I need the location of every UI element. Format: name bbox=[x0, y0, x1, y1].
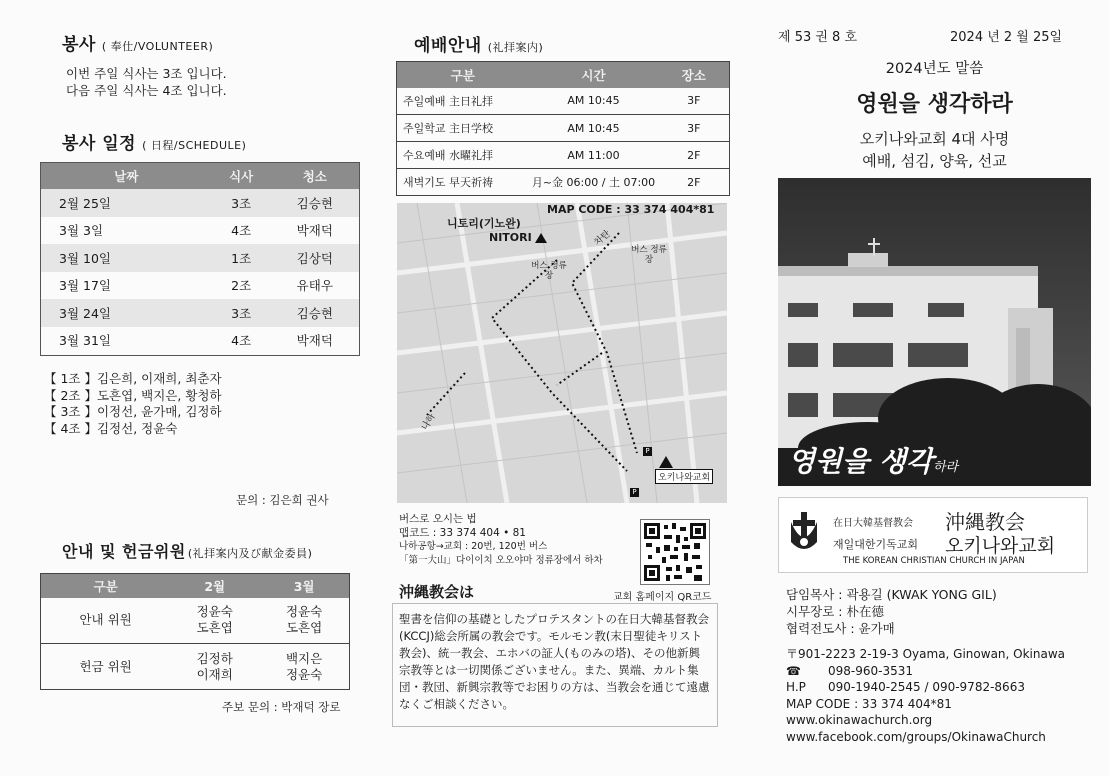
schedule-cell-meal: 1조 bbox=[212, 244, 271, 272]
worship-table-box bbox=[396, 61, 730, 196]
worship-header-type: 구분 bbox=[397, 62, 529, 88]
usher-name: 이재희 bbox=[196, 666, 233, 682]
table-row bbox=[41, 299, 359, 327]
bulletin-contact: 주보 문의 : 박재덕 장로 bbox=[222, 700, 341, 714]
group-list bbox=[44, 371, 222, 437]
map-nitori-ko-label: 니토리(기노완) bbox=[447, 217, 521, 230]
about-text: 聖書を信仰の基礎としたプロテスタントの在日大韓基督教会(KCCJ)総会所属の教会です。モルモン教(末日聖徒キリスト教会)、統一教会、エホバの証人(ものみの塔)、その他新興宗教等とは一切関係ございません。また、異端、カルト集団・教団、新興宗教等でお困りの方は、当教会を通じて遠慮なくご相談ください。 bbox=[399, 612, 710, 711]
logo-name-en: THE KOREAN CHRISTIAN CHURCH IN JAPAN bbox=[843, 556, 1025, 566]
address-tel[interactable]: 098-960-3531 bbox=[828, 663, 914, 678]
table-row bbox=[41, 598, 350, 644]
usher-title: 안내 및 헌금위원 bbox=[62, 542, 186, 561]
bus-route: 나하공항→교회 : 20번, 120번 버스 bbox=[399, 541, 548, 552]
usher-header-feb: 2월 bbox=[170, 574, 259, 598]
map-nitori-en-label: NITORI bbox=[489, 231, 532, 244]
list-item: 【 4조 】김정선, 정윤숙 bbox=[44, 420, 178, 436]
usher-subtitle: (礼拝案内及び献金委員) bbox=[187, 547, 313, 560]
photo-caption-small: 하라 bbox=[933, 460, 959, 475]
schedule-cell-date: 3월 10일 bbox=[41, 244, 212, 272]
usher-cell-feb bbox=[170, 598, 259, 644]
schedule-subtitle: ( 日程/SCHEDULE) bbox=[142, 139, 247, 152]
map-bus-stop-label-a: 버스 정류장 bbox=[531, 261, 567, 281]
theme-title: 영원을 생각하라 bbox=[856, 92, 1013, 117]
list-item: 【 2조 】도흔엽, 백지은, 황청하 bbox=[44, 387, 222, 403]
worship-cell-time: AM 10:45 bbox=[529, 88, 659, 115]
about-title: 沖縄教会は bbox=[399, 583, 475, 601]
church-photo bbox=[778, 178, 1091, 486]
schedule-cell-date: 2월 25일 bbox=[41, 189, 212, 217]
staff-evangelist: 협력전도사 : 윤가매 bbox=[786, 621, 895, 636]
issue-number: 제 53 권 8 호 bbox=[778, 30, 858, 45]
volunteer-line-this-week: 이번 주일 식사는 3조 입니다. bbox=[66, 66, 227, 81]
worship-cell-name: 새벽기도 早天祈祷 bbox=[403, 176, 493, 189]
bus-stop: 「第一大山」다이이치 오오야마 정류장에서 하차 bbox=[399, 555, 603, 566]
worship-cell-time: AM 11:00 bbox=[529, 142, 659, 169]
issue-date: 2024 년 2 월 25일 bbox=[950, 30, 1063, 45]
usher-name: 도흔엽 bbox=[196, 620, 233, 636]
logo-kccj-jp: 在日大韓基督教会 bbox=[833, 518, 913, 529]
staff-elder: 시무장로 : 朴在德 bbox=[786, 604, 884, 619]
schedule-heading bbox=[62, 129, 246, 154]
worship-cell-place: 2F bbox=[687, 175, 701, 189]
worship-subtitle: (礼拝案内) bbox=[487, 41, 544, 54]
usher-cell-feb bbox=[170, 644, 259, 690]
address-tel-line bbox=[786, 663, 1065, 680]
worship-header-place: 장소 bbox=[659, 62, 730, 88]
table-row bbox=[397, 115, 730, 142]
staff-list bbox=[786, 586, 997, 637]
worship-header-time: 시간 bbox=[529, 62, 659, 88]
usher-header-row bbox=[41, 574, 350, 598]
photo-caption bbox=[788, 440, 958, 480]
qr-code-icon[interactable] bbox=[640, 519, 710, 585]
worship-title: 예배안내 bbox=[414, 36, 482, 56]
logo-kccj-ko: 재일대한기독교회 bbox=[833, 538, 919, 551]
usher-cell-label: 헌금 위원 bbox=[79, 658, 132, 674]
table-row bbox=[41, 327, 359, 355]
website-link[interactable]: www.okinawachurch.org bbox=[786, 713, 933, 727]
phone-icon: ☎ bbox=[786, 663, 801, 678]
schedule-cell-cleaning: 김승현 bbox=[271, 299, 359, 327]
nitori-marker-icon bbox=[535, 233, 547, 243]
directions-map bbox=[397, 203, 727, 503]
worship-cell-place: 3F bbox=[659, 88, 730, 115]
schedule-cell-meal: 4조 bbox=[231, 333, 252, 349]
table-row bbox=[41, 217, 359, 245]
logo-name-jp: 沖縄教会 bbox=[945, 510, 1025, 534]
staff-pastor: 담임목사 : 곽용길 (KWAK YONG GIL) bbox=[786, 587, 997, 602]
list-item: 【 3조 】이정선, 윤가매, 김정하 bbox=[44, 404, 222, 419]
schedule-table-box bbox=[40, 162, 360, 356]
schedule-cell-cleaning: 유태우 bbox=[296, 278, 333, 294]
map-naha-label: 나하 bbox=[420, 412, 438, 433]
schedule-header-meal: 식사 bbox=[212, 163, 271, 189]
schedule-cell-date: 3월 24일 bbox=[41, 299, 212, 327]
schedule-header-cleaning: 청소 bbox=[271, 163, 359, 189]
schedule-header-date: 날짜 bbox=[41, 163, 212, 189]
map-code-label: MAP CODE : 33 374 404*81 bbox=[547, 203, 715, 216]
theme-mission-items: 예배, 섬김, 양육, 선교 bbox=[862, 152, 1007, 170]
usher-name: 도흔엽 bbox=[285, 620, 323, 636]
schedule-cell-meal: 3조 bbox=[212, 189, 271, 217]
usher-name: 백지은 bbox=[285, 650, 323, 666]
usher-cell-mar bbox=[259, 598, 349, 644]
worship-heading bbox=[414, 31, 543, 56]
schedule-cell-date: 3월 17일 bbox=[59, 278, 111, 294]
usher-name: 정윤숙 bbox=[285, 604, 323, 620]
usher-table bbox=[40, 573, 350, 690]
volunteer-contact: 문의 : 김은희 권사 bbox=[236, 493, 329, 507]
worship-cell-name: 수요예배 水曜礼拝 bbox=[397, 142, 529, 169]
worship-cell-time: AM 10:45 bbox=[529, 115, 659, 142]
church-marker-icon bbox=[659, 456, 673, 468]
table-row bbox=[41, 644, 350, 690]
logo-name-ko: 오키나와교회 bbox=[945, 535, 1056, 557]
usher-name: 정윤숙 bbox=[196, 604, 233, 620]
schedule-cell-date: 3월 31일 bbox=[59, 333, 111, 349]
map-church-label: 오키나와교회 bbox=[655, 469, 713, 484]
bus-directions bbox=[399, 512, 603, 568]
worship-cell-name: 주일예배 主日礼拝 bbox=[397, 88, 529, 115]
volunteer-text bbox=[66, 65, 227, 99]
table-row bbox=[397, 169, 730, 196]
map-graphic bbox=[397, 203, 727, 503]
table-row bbox=[41, 272, 359, 300]
schedule-cell-date: 3월 3일 bbox=[59, 223, 104, 239]
schedule-cell-cleaning: 박재덕 bbox=[296, 333, 333, 349]
volunteer-subtitle: ( 奉仕/VOLUNTEER) bbox=[101, 40, 214, 53]
table-row bbox=[397, 88, 730, 115]
about-box bbox=[392, 603, 718, 727]
schedule-table bbox=[41, 163, 359, 354]
schedule-cell-meal: 2조 bbox=[231, 278, 252, 294]
bus-title: 버스로 오시는 법 bbox=[399, 513, 477, 525]
qr-code-label: 교회 홈페이지 QR코드 bbox=[613, 592, 712, 603]
volunteer-line-next-week: 다음 주일 식사는 4조 입니다. bbox=[66, 83, 227, 98]
theme-mission-line: 오키나와교회 4대 사명 bbox=[859, 130, 1010, 148]
map-chatan-label: 차탄 bbox=[592, 229, 613, 249]
schedule-cell-meal: 4조 bbox=[231, 223, 252, 239]
worship-header-row bbox=[397, 62, 730, 88]
address-map-code: MAP CODE : 33 374 404*81 bbox=[786, 696, 952, 711]
worship-cell-place: 3F bbox=[659, 115, 730, 142]
address-postal: 〒901-2223 2-19-3 Oyama, Ginowan, Okinawa bbox=[786, 647, 1066, 661]
usher-header-mar: 3월 bbox=[259, 574, 349, 598]
usher-name: 정윤숙 bbox=[285, 666, 323, 682]
parking-icon: P bbox=[643, 447, 652, 456]
map-bus-stop-label-b: 버스 정류장 bbox=[631, 245, 667, 265]
schedule-header-row bbox=[41, 163, 359, 189]
church-logo-icon bbox=[789, 512, 819, 552]
address-hp-label: H.P bbox=[786, 680, 806, 694]
schedule-cell-cleaning: 김승현 bbox=[271, 189, 359, 217]
usher-cell-mar bbox=[259, 644, 349, 690]
usher-cell-label: 안내 위원 bbox=[41, 598, 171, 644]
worship-cell-place: 2F bbox=[659, 142, 730, 169]
bus-map-code: 맵코드 : 33 374 404 • 81 bbox=[399, 527, 526, 539]
table-row bbox=[41, 244, 359, 272]
table-row bbox=[41, 189, 359, 217]
list-item: 【 1조 】김은희, 이재희, 최춘자 bbox=[44, 371, 222, 386]
schedule-cell-cleaning: 박재덕 bbox=[296, 223, 333, 239]
usher-heading bbox=[62, 539, 312, 562]
usher-header-type: 구분 bbox=[41, 574, 171, 598]
worship-cell-name: 주일학교 主日学校 bbox=[397, 115, 529, 142]
address-block bbox=[786, 646, 1065, 745]
volunteer-title: 봉사 bbox=[62, 35, 96, 55]
usher-table-box bbox=[40, 573, 350, 690]
schedule-cell-cleaning: 김상덕 bbox=[271, 244, 359, 272]
schedule-title: 봉사 일정 bbox=[62, 134, 137, 154]
worship-cell-time: 月~金 06:00 / 土 07:00 bbox=[531, 176, 656, 189]
usher-name: 김정하 bbox=[196, 650, 233, 666]
address-hp-line bbox=[786, 679, 1065, 696]
table-row bbox=[397, 142, 730, 169]
worship-table bbox=[396, 61, 730, 196]
parking-icon: P bbox=[630, 488, 639, 497]
theme-year: 2024년도 말씀 bbox=[885, 61, 984, 77]
volunteer-heading bbox=[62, 30, 213, 55]
schedule-cell-meal: 3조 bbox=[212, 299, 271, 327]
address-hp[interactable]: 090-1940-2545 / 090-9782-8663 bbox=[828, 680, 1025, 694]
church-logo-box bbox=[778, 497, 1088, 573]
photo-caption-main: 영원을 생각 bbox=[788, 445, 933, 478]
facebook-link[interactable]: www.facebook.com/groups/OkinawaChurch bbox=[786, 729, 1046, 744]
